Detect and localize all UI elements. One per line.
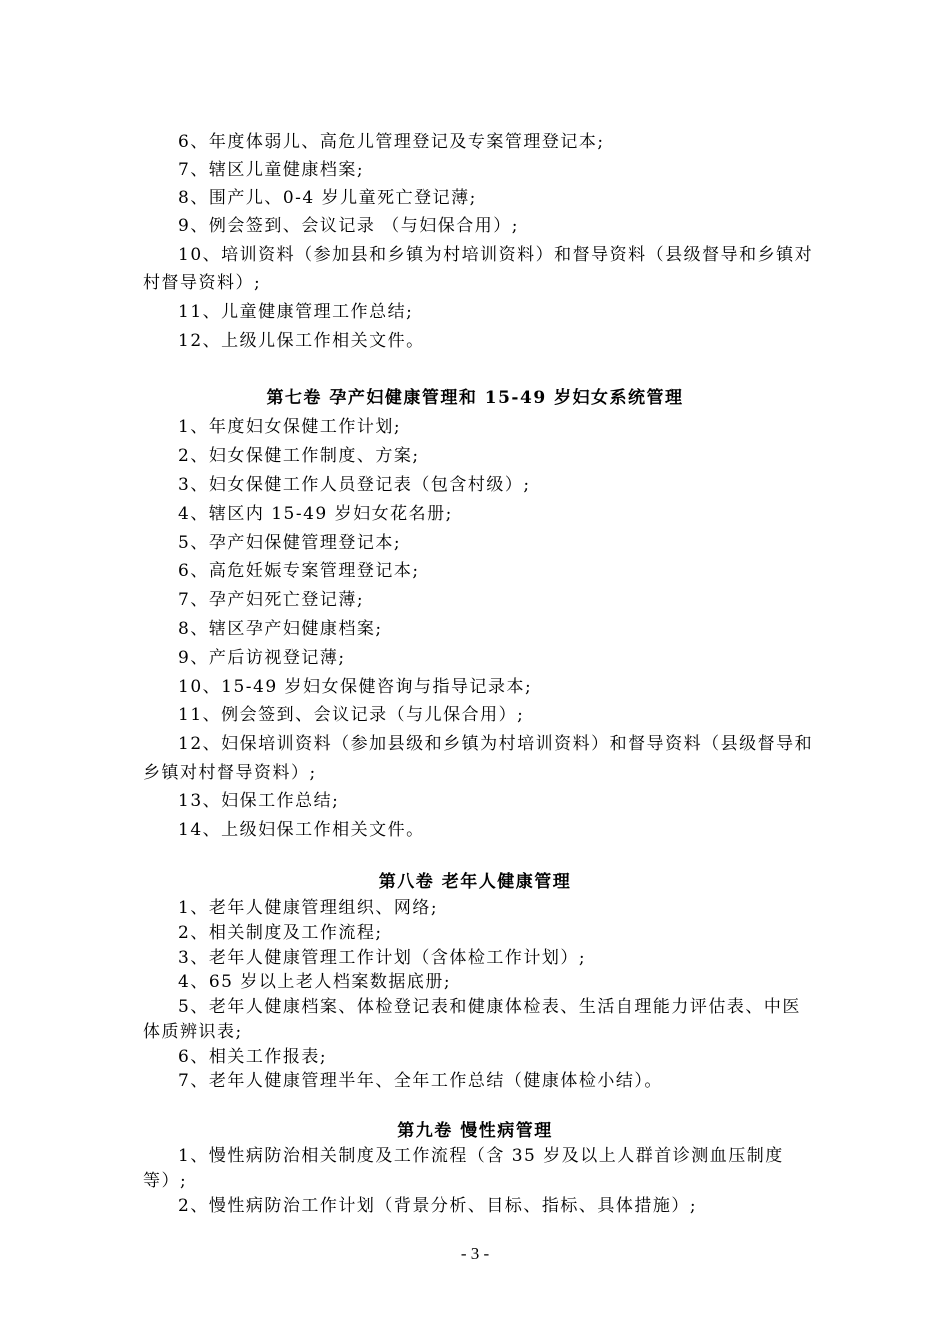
list-item: 13、妇保工作总结; (178, 791, 340, 811)
page-number: - 3 - (460, 1244, 490, 1263)
list-item: 14、上级妇保工作相关文件。 (178, 820, 425, 840)
list-item: 9、产后访视登记薄; (178, 648, 346, 668)
list-item: 9、例会签到、会议记录 （与妇保合用）; (178, 216, 519, 236)
list-item-continuation: 等）; (143, 1171, 188, 1191)
list-item: 1、老年人健康管理组织、网络; (178, 898, 439, 918)
list-item-continuation: 乡镇对村督导资料）; (143, 763, 317, 783)
list-item: 7、老年人健康管理半年、全年工作总结（健康体检小结）。 (178, 1071, 663, 1091)
list-item: 2、妇女保健工作制度、方案; (178, 446, 420, 466)
list-item: 5、老年人健康档案、体检登记表和健康体检表、生活自理能力评估表、中医 (178, 997, 801, 1017)
list-item: 6、年度体弱儿、高危儿管理登记及专案管理登记本; (178, 132, 605, 152)
list-item: 2、慢性病防治工作计划（背景分析、目标、指标、具体措施）; (178, 1196, 698, 1216)
list-item: 12、上级儿保工作相关文件。 (178, 331, 425, 351)
list-item: 1、慢性病防治相关制度及工作流程（含 35 岁及以上人群首诊测血压制度 (178, 1146, 784, 1166)
list-item: 11、儿童健康管理工作总结; (178, 302, 414, 322)
list-item: 11、例会签到、会议记录（与儿保合用）; (178, 705, 525, 725)
list-item: 6、高危妊娠专案管理登记本; (178, 561, 420, 581)
list-item-continuation: 村督导资料）; (143, 273, 262, 293)
list-item: 2、相关制度及工作流程; (178, 923, 383, 943)
list-item: 3、妇女保健工作人员登记表（包含村级）; (178, 475, 531, 495)
section-heading: 第七卷 孕产妇健康管理和 15-49 岁妇女系统管理 (266, 388, 684, 408)
list-item: 8、围产儿、0-4 岁儿童死亡登记薄; (178, 188, 477, 208)
list-item: 10、培训资料（参加县和乡镇为村培训资料）和督导资料（县级督导和乡镇对 (178, 245, 814, 265)
section-heading: 第九卷 慢性病管理 (397, 1121, 553, 1141)
list-item: 7、孕产妇死亡登记薄; (178, 590, 365, 610)
list-item: 6、相关工作报表; (178, 1047, 328, 1067)
list-item-continuation: 体质辨识表; (143, 1022, 243, 1042)
list-item: 1、年度妇女保健工作计划; (178, 417, 402, 437)
list-item: 10、15-49 岁妇女保健咨询与指导记录本; (178, 677, 533, 697)
list-item: 12、妇保培训资料（参加县级和乡镇为村培训资料）和督导资料（县级督导和 (178, 734, 814, 754)
list-item: 4、65 岁以上老人档案数据底册; (178, 972, 452, 992)
list-item: 8、辖区孕产妇健康档案; (178, 619, 383, 639)
list-item: 7、辖区儿童健康档案; (178, 160, 365, 180)
section-heading: 第八卷 老年人健康管理 (378, 872, 572, 892)
list-item: 3、老年人健康管理工作计划（含体检工作计划）; (178, 948, 587, 968)
list-item: 5、孕产妇保健管理登记本; (178, 533, 402, 553)
list-item: 4、辖区内 15-49 岁妇女花名册; (178, 504, 453, 524)
